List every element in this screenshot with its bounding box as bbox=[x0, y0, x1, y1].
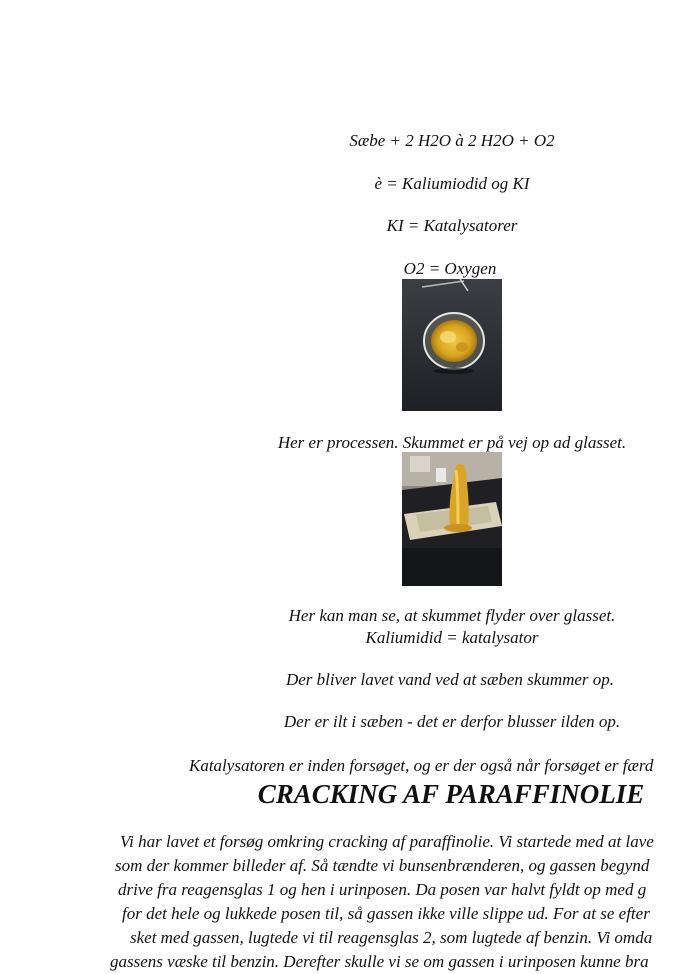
overflow-photo bbox=[402, 452, 502, 586]
equation-reaction: Sæbe + 2 H2O à 2 H2O + O2 bbox=[349, 131, 555, 150]
overflow-image bbox=[402, 452, 502, 586]
paragraph-line: Vi har lavet et forsøg omkring cracking af paraffinolie. Vi startede med at lave bbox=[120, 832, 654, 851]
paragraph-line: som der kommer billeder af. Så tændte vi bunsenbrænderen, og gassen begynd bbox=[115, 856, 650, 875]
equation-catalyst-note: è = Kaliumiodid og KI bbox=[374, 174, 530, 193]
beaker-image bbox=[402, 279, 502, 411]
paragraph-line: drive fra reagensglas 1 og hen i urinposen. Da posen var halvt fyldt op med g bbox=[118, 880, 647, 899]
equation-o2: O2 = Oxygen bbox=[403, 259, 497, 278]
photo2-caption-line2: Kaliumidid = katalysator bbox=[365, 628, 539, 647]
note-water: Der bliver lavet vand ved at sæben skummer op. bbox=[285, 670, 615, 689]
note-catalyst: Katalysatoren er inden forsøget, og er der også når forsøget er færd bbox=[189, 756, 654, 775]
equation-ki: KI = Katalysatorer bbox=[386, 216, 518, 235]
paragraph-line: for det hele og lukkede posen til, så gassen ikke ville slippe ud. For at se efter bbox=[122, 904, 650, 923]
paragraph-line: sket med gassen, lugtede vi til reagensglas 2, som lugtede af benzin. Vi omda bbox=[130, 928, 653, 947]
section-title: CRACKING AF PARAFFINOLIE bbox=[257, 779, 645, 809]
note-oxygen: Der er ilt i sæben - det er derfor blusser ilden op. bbox=[283, 712, 621, 731]
photo2-caption-line1: Her kan man se, at skummet flyder over glasset. bbox=[288, 606, 616, 625]
photo1-caption: Her er processen. Skummet er på vej op ad glasset. bbox=[277, 433, 627, 452]
beaker-photo bbox=[402, 279, 502, 411]
paragraph-line: gassens væske til benzin. Derefter skulle vi se om gassen i urinposen kunne bra bbox=[110, 952, 649, 971]
